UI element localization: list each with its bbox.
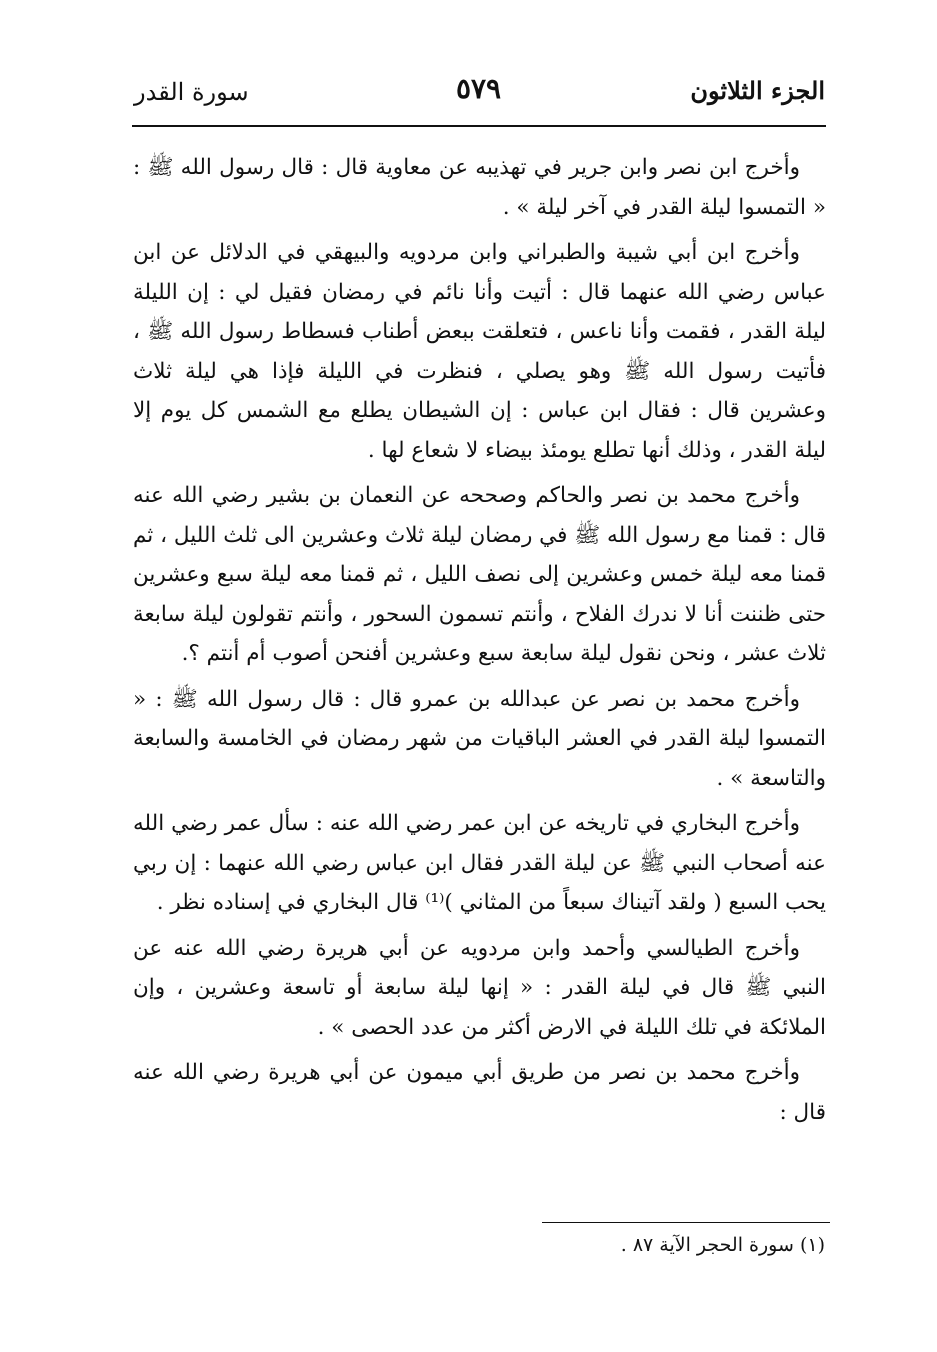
paragraph-4: وأخرج محمد بن نصر عن عبدالله بن عمرو قال : قال رسول الله ﷺ : « التمسوا ليلة القدر في العشر الباقيات من شهر رمضان في الخامسة والسابعة والتاسعة » . bbox=[133, 686, 826, 791]
page-header bbox=[132, 72, 825, 122]
paragraph-2: وأخرج ابن أبي شيبة والطبراني وابن مردويه والبيهقي في الدلائل عن ابن عباس رضي الله عنهما قال : أتيت وأنا نائم في رمضان فقيل لي : إن الليلة ليلة القدر ، فقمت وأنا ناعس ، فتعلقت ببعض أطناب فسطاط رسول الله ﷺ ، فأتيت رسول الله ﷺ وهو يصلي ، فنظرت في الليلة فإذا هي ليلة ثلاث وعشرين قال : فقال ابن عباس : إن الشيطان يطلع مع الشمس كل يوم إلا ليلة القدر ، وذلك أنها تطلع يومئذ بيضاء لا شعاع لها . bbox=[133, 240, 826, 463]
page-number: ٥٧٩ bbox=[455, 72, 502, 105]
footnote: (١) سورة الحجر الآية ٨٧ . bbox=[620, 1234, 825, 1256]
footnote-rule bbox=[542, 1222, 830, 1223]
paragraph-3: وأخرج محمد بن نصر والحاكم وصححه عن النعمان بن بشير رضي الله عنه قال : قمنا مع رسول الله ﷺ في رمضان ليلة ثلاث وعشرين الى ثلث الليل ، ثم قمنا معه ليلة خمس وعشرين إلى نصف الليل ، ثم قمنا معه ليلة سبع وعشرين حتى ظننت أنا لا ندرك الفلاح ، وأنتم تسمون السحور ، وأنتم تقولون ليلة سابعة ثلاث عشر ، ونحن نقول ليلة سابعة سبع وعشرين أفنحن أصوب أم أنتم ؟. bbox=[133, 483, 826, 666]
paragraph-1: وأخرج ابن نصر وابن جرير في تهذيبه عن معاوية قال : قال رسول الله ﷺ : « التمسوا ليلة القدر في آخر ليلة » . bbox=[133, 155, 826, 220]
header-rule bbox=[132, 125, 826, 127]
paragraph-6: وأخرج الطيالسي وأحمد وابن مردويه عن أبي هريرة رضي الله عنه عن النبي ﷺ قال في ليلة القدر : « إنها ليلة سابعة أو تاسعة وعشرين ، وإن الملائكة في تلك الليلة في الارض أكثر من عدد الحصى » . bbox=[133, 935, 826, 1040]
surah-title: سورة القدر bbox=[134, 78, 249, 106]
main-text bbox=[133, 148, 826, 1138]
paragraph-7: وأخرج محمد بن نصر من طريق أبي ميمون عن أبي هريرة رضي الله عنه قال : bbox=[133, 1060, 826, 1125]
part-title: الجزء الثلاثون bbox=[690, 76, 825, 105]
paragraph-5: وأخرج البخاري في تاريخه عن ابن عمر رضي الله عنه : سأل عمر رضي الله عنه أصحاب النبي ﷺ عن ليلة القدر فقال ابن عباس رضي الله عنهما : إن ربي يحب السبع ( ولقد آتيناك سبعاً من المثاني )⁽¹⁾ قال البخاري في إسناده نظر . bbox=[133, 811, 826, 915]
